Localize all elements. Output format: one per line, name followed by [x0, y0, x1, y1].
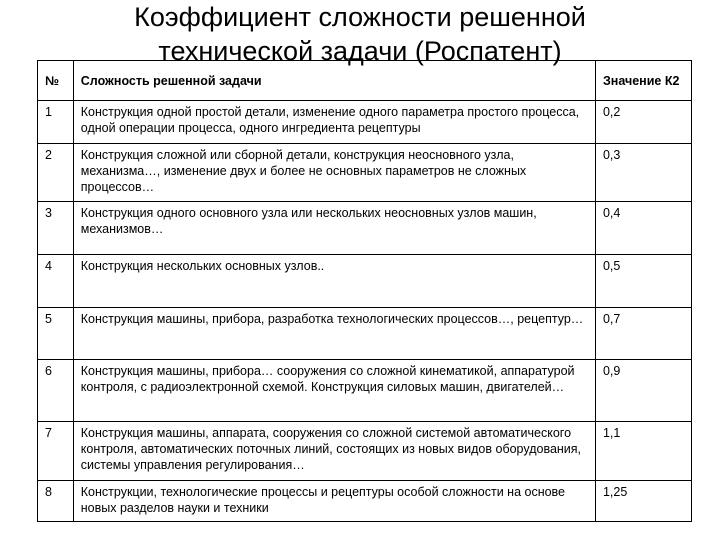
row-description: Конструкция машины, прибора, разработка технологических процессов…, рецептур…: [73, 308, 595, 360]
table-row: [38, 481, 692, 522]
row-value: 0,9: [595, 360, 691, 422]
row-description: Конструкция машины, прибора… сооружения со сложной кинематикой, аппаратурой контроля, с радиоэлектронной схемой. Конструкция силовых машин, двигателей…: [73, 360, 595, 422]
table-row: [38, 422, 692, 481]
row-number: 3: [38, 202, 74, 255]
table-row: [38, 101, 692, 144]
row-description: Конструкция одного основного узла или нескольких неосновных узлов машин, механизмов…: [73, 202, 595, 255]
row-number: 1: [38, 101, 74, 144]
header-value: Значение К2: [595, 61, 691, 101]
row-description: Конструкция нескольких основных узлов..: [73, 255, 595, 308]
row-value: 0,3: [595, 144, 691, 202]
table-row: [38, 308, 692, 360]
row-description: Конструкция одной простой детали, изменение одного параметра простого процесса, одной операции процесса, одного ингредиента рецептуры: [73, 101, 595, 144]
row-number: 7: [38, 422, 74, 481]
table-row: [38, 202, 692, 255]
row-value: 0,4: [595, 202, 691, 255]
slide-title-line-2: технической задачи (Роспатент): [158, 36, 562, 66]
row-value: 0,5: [595, 255, 691, 308]
row-description: Конструкция машины, аппарата, сооружения со сложной системой автоматического контроля, автоматических поточных линий, состоящих из новых видов оборудования, системы управления регулирования…: [73, 422, 595, 481]
table-row: [38, 360, 692, 422]
header-number: №: [38, 61, 74, 101]
row-value: 0,7: [595, 308, 691, 360]
table-header-row: [38, 61, 692, 101]
complexity-coefficient-table: [37, 60, 692, 522]
header-description: Сложность решенной задачи: [73, 61, 595, 101]
row-number: 4: [38, 255, 74, 308]
row-description: Конструкция сложной или сборной детали, конструкция неосновного узла, механизма…, изменение двух и более не основных параметров не сложных процессов…: [73, 144, 595, 202]
row-value: 0,2: [595, 101, 691, 144]
slide-title: [0, 0, 720, 68]
row-value: 1,25: [595, 481, 691, 522]
row-number: 8: [38, 481, 74, 522]
table-row: [38, 255, 692, 308]
row-description: Конструкции, технологические процессы и рецептуры особой сложности на основе новых разделов науки и техники: [73, 481, 595, 522]
slide-title-line-1: Коэффициент сложности решенной: [134, 2, 586, 32]
row-number: 5: [38, 308, 74, 360]
row-number: 6: [38, 360, 74, 422]
row-number: 2: [38, 144, 74, 202]
table-row: [38, 144, 692, 202]
row-value: 1,1: [595, 422, 691, 481]
